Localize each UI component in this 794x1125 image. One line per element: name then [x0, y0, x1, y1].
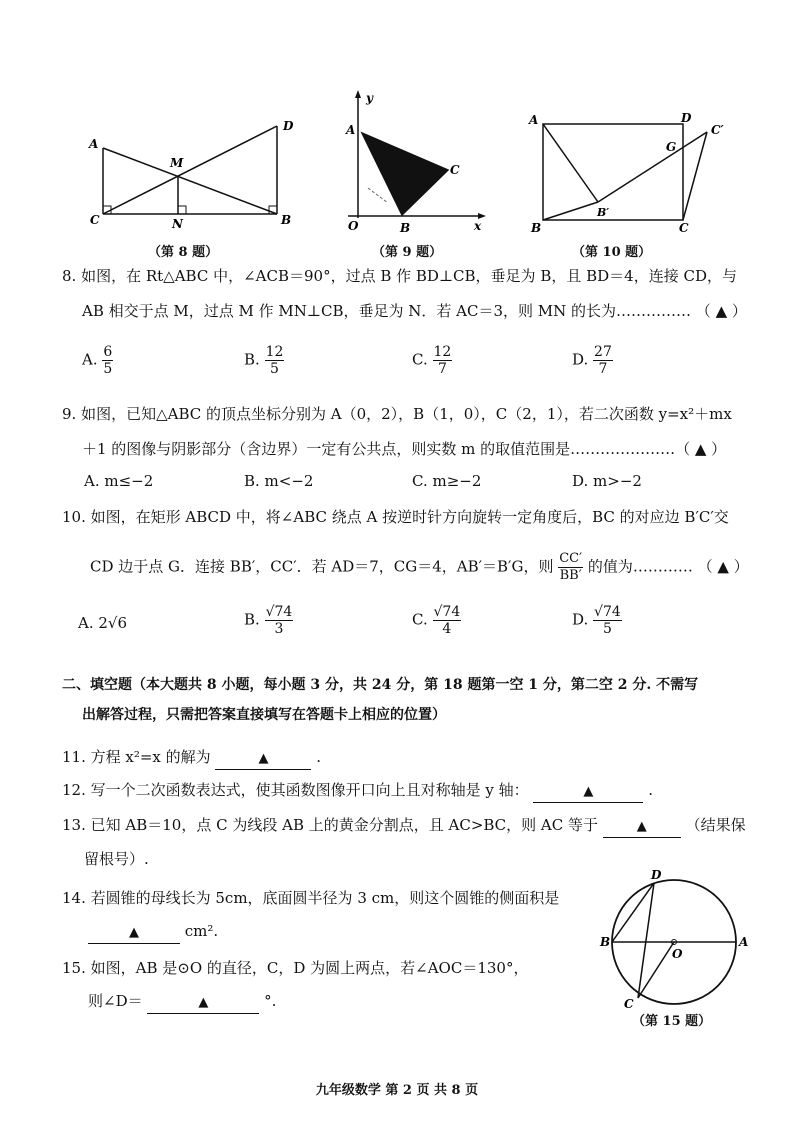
- q13-answer-blank[interactable]: ▲: [603, 817, 681, 838]
- q13-line-2: 留根号）.: [84, 850, 149, 868]
- q9-option-c: C. m≥−2: [412, 472, 482, 490]
- fig9-label-c: C: [450, 163, 460, 177]
- fig9-label-o: O: [348, 219, 359, 233]
- q12: 12. 写一个二次函数表达式，使其函数图像开口向上且对称轴是 y 轴： ▲ .: [62, 780, 653, 803]
- q8-option-d: D. $\frac{27}{7}$: [572, 344, 612, 377]
- q8-option-a: A. $\frac{6}{5}$: [82, 344, 113, 377]
- fig15-label-d: D: [651, 868, 662, 882]
- q8-option-b: B. $\frac{12}{5}$: [244, 344, 284, 377]
- q9-line-1: 9. 如图，已知△ABC 的顶点坐标分别为 A（0，2），B（1，0），C（2，1），若二次函数 y=x²＋mx: [62, 405, 732, 423]
- q9-line-2: ＋1 的图像与阴影部分（含边界）一定有公共点，则实数 m 的取值范围是…………………（ ▲ ）: [82, 440, 727, 458]
- figure-15-caption: （第 15 题）: [632, 1014, 712, 1029]
- q15-line-1: 15. 如图，AB 是⊙O 的直径，C，D 为圆上两点，若∠AOC＝130°，: [62, 959, 529, 977]
- fig9-label-x: x: [474, 219, 482, 233]
- fig15-label-o: O: [672, 947, 683, 961]
- fig10-label-g: G: [666, 140, 677, 154]
- q12-answer-blank[interactable]: ▲: [533, 782, 643, 803]
- q10-line-2: CD 边于点 G．连接 BB′，CC′．若 AD＝7，CG＝4，AB′＝B′G，则 $\frac{CC'}{BB'}$ 的值为………… （ ▲ ）: [90, 551, 749, 583]
- q9-option-b: B. m<−2: [244, 472, 314, 490]
- q10-option-d: D. $\frac{√74}{5}$: [572, 604, 621, 637]
- q13: 13. 已知 AB＝10，点 C 为线段 AB 上的黄金分割点，且 AC>BC，则 AC 等于 ▲ （结果保: [62, 815, 746, 838]
- figure-8-caption: （第 8 题）: [148, 245, 219, 260]
- q9-option-a: A. m≤−2: [84, 472, 154, 490]
- q10-option-a: A. 2√6: [78, 614, 128, 632]
- q10-option-c: C. $\frac{√74}{4}$: [412, 604, 461, 637]
- figure-8: [85, 110, 305, 235]
- q14-answer-blank[interactable]: ▲: [88, 923, 180, 944]
- fig8-label-m: M: [170, 156, 184, 170]
- fig8-label-a: A: [89, 137, 99, 151]
- fig10-label-bp: B′: [597, 206, 610, 219]
- figure-9: [340, 88, 490, 238]
- figure-10-caption: （第 10 题）: [572, 245, 652, 260]
- fig9-label-y: y: [366, 91, 373, 105]
- fig8-label-c: C: [90, 213, 100, 227]
- section-2-instructions: 出解答过程，只需把答案直接填写在答题卡上相应的位置）: [82, 707, 446, 723]
- fig10-label-c: C: [679, 221, 689, 235]
- figure-15: [596, 866, 756, 1011]
- q8-option-c: C. $\frac{12}{7}$: [412, 344, 452, 377]
- q11: 11. 方程 x²=x 的解为 ▲ .: [62, 747, 321, 770]
- fig9-label-b: B: [400, 221, 411, 235]
- q14-line-1: 14. 若圆锥的母线长为 5cm，底面圆半径为 3 cm，则这个圆锥的侧面积是: [62, 889, 560, 907]
- fig10-label-a: A: [529, 113, 539, 127]
- q15-answer-blank[interactable]: ▲: [147, 993, 259, 1014]
- q8-line-1: 8. 如图，在 Rt△ABC 中，∠ACB＝90°，过点 B 作 BD⊥CB，垂足为 B，且 BD＝4，连接 CD，与: [62, 267, 737, 285]
- fig8-label-d: D: [283, 119, 294, 133]
- figure-10: [525, 110, 735, 235]
- q9-option-d: D. m>−2: [572, 472, 642, 490]
- fig8-label-b: B: [281, 213, 292, 227]
- fig9-label-a: A: [346, 123, 356, 137]
- fig10-label-d: D: [681, 111, 692, 125]
- q11-answer-blank[interactable]: ▲: [215, 749, 311, 770]
- figure-9-caption: （第 9 题）: [372, 245, 443, 260]
- fig10-label-b: B: [531, 221, 542, 235]
- fig8-label-n: N: [172, 217, 183, 231]
- page-footer: 九年级数学 第 2 页 共 8 页: [315, 1083, 479, 1098]
- fig15-label-c: C: [624, 997, 634, 1011]
- q10-line-1: 10. 如图，在矩形 ABCD 中，将∠ABC 绕点 A 按逆时针方向旋转一定角度后，BC 的对应边 B′C′交: [62, 508, 729, 526]
- q10-option-b: B. $\frac{√74}{3}$: [244, 604, 293, 637]
- section-2-title: 二、填空题（本大题共 8 小题，每小题 3 分，共 24 分，第 18 题第一空 1 分，第二空 2 分. 不需写: [62, 677, 699, 693]
- fig15-label-a: A: [739, 935, 749, 949]
- q14-line-2: ▲ cm².: [88, 921, 218, 944]
- fig10-label-cp: C′: [711, 123, 724, 137]
- fig15-label-b: B: [600, 935, 611, 949]
- q15-line-2: 则∠D＝ ▲ °.: [88, 991, 276, 1014]
- q8-line-2: AB 相交于点 M，过点 M 作 MN⊥CB，垂足为 N．若 AC＝3，则 MN 的长为…………… （ ▲ ）: [82, 302, 747, 320]
